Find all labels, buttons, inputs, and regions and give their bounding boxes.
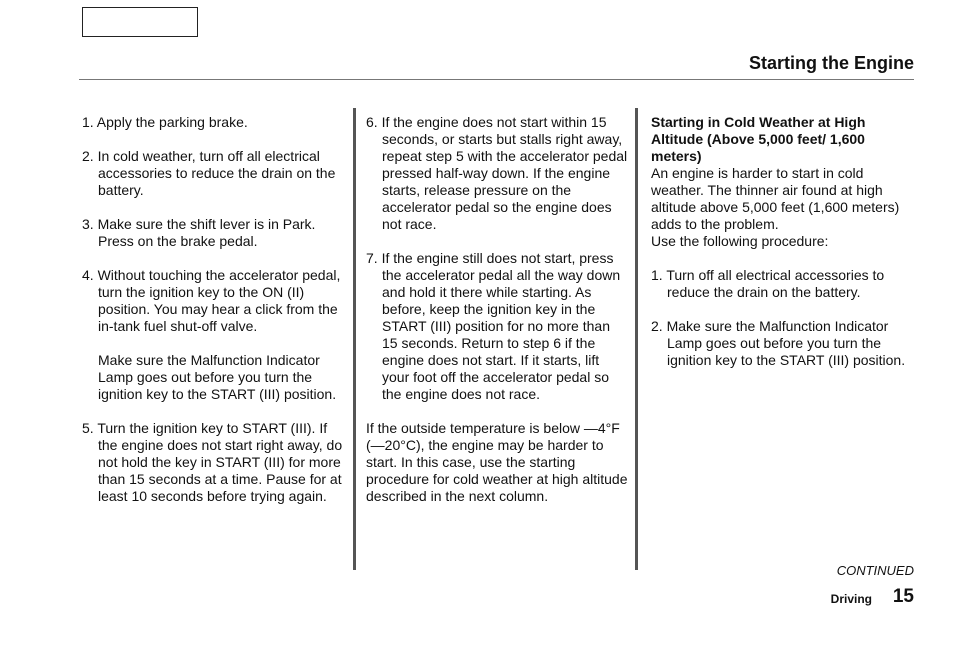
cold-weather-heading: Starting in Cold Weather at High Altitude (Above 5,000 feet/ 1,600 meters) <box>651 114 866 164</box>
column-3 <box>651 114 913 386</box>
page-number: 15 <box>892 586 914 607</box>
step-7: 7. If the engine still does not start, press the accelerator pedal all the way down and hold it there while starting. As before, keep the ignition key in the START (III) position for no more than 15 seconds. Return to step 6 if the engine does not start. If it starts, lift your foot off the accelerator pedal so the engine does not race. <box>366 250 621 402</box>
column-divider-2 <box>635 108 638 570</box>
step-3: 3. Make sure the shift lever is in Park. Press on the brake pedal. <box>82 216 316 249</box>
column-divider-1 <box>353 108 356 570</box>
continued-label: CONTINUED <box>836 563 914 578</box>
temperature-paragraph: If the outside temperature is below —4°F (—20°C), the engine may be harder to start. In this case, use the starting procedure for cold weather at high altitude described in the next column. <box>366 420 628 504</box>
cold-step-1: 1. Turn off all electrical accessories to reduce the drain on the battery. <box>651 267 885 300</box>
step-6: 6. If the engine does not start within 15 seconds, or starts but stalls right away, repeat step 5 with the accelerator pedal pressed half-way down. If the engine starts, release pressure on the accelerator pedal so the engine does not race. <box>366 114 628 232</box>
step-1: 1. Apply the parking brake. <box>82 114 248 130</box>
step-5: 5. Turn the ignition key to START (III). If the engine does not start right away, do not hold the key in START (III) for more than 15 seconds at a time. Pause for at least 10 seconds before trying again. <box>82 420 343 504</box>
step-4: 4. Without touching the accelerator pedal, turn the ignition key to the ON (II) position. You may hear a click from the in-tank fuel shut-off valve. <box>82 267 341 334</box>
footer-section-name: Driving <box>830 592 872 606</box>
title-divider <box>79 79 914 80</box>
cold-weather-intro: An engine is harder to start in cold weather. The thinner air found at high altitude above 5,000 feet (1,600 meters) adds to the problem. <box>651 165 900 232</box>
step-4-note: Make sure the Malfunction Indicator Lamp goes out before you turn the ignition key to the START (III) position. <box>98 352 337 402</box>
column-2 <box>366 114 628 522</box>
procedure-intro: Use the following procedure: <box>651 233 829 249</box>
step-2: 2. In cold weather, turn off all electrical accessories to reduce the drain on the battery. <box>82 148 336 198</box>
section-tab-box <box>82 7 198 37</box>
cold-step-2: 2. Make sure the Malfunction Indicator Lamp goes out before you turn the ignition key to the START (III) position. <box>651 318 906 368</box>
column-1 <box>82 114 347 522</box>
page-title: Starting the Engine <box>748 53 914 73</box>
